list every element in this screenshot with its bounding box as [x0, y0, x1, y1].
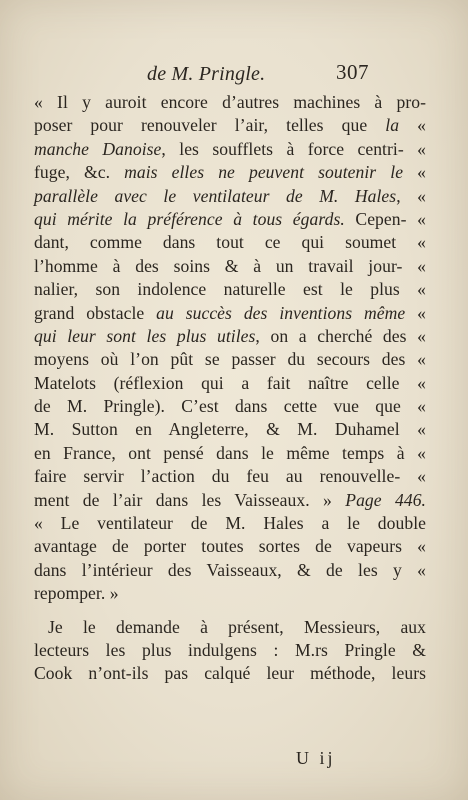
- text-line: parallèle avec le ventilateur de M. Hales, «: [34, 185, 426, 206]
- text-line: M. Sutton en Angleterre, & M. Duhamel «: [34, 419, 426, 440]
- running-head: de M. Pringle.: [147, 63, 266, 85]
- text-line: poser pour renouveler l’air, telles que la «: [34, 115, 427, 136]
- text-line: qui leur sont les plus utiles, on a cherché des «: [34, 325, 426, 346]
- text-line: « Le ventilateur de M. Hales a le double: [34, 513, 426, 534]
- text-line: l’homme à des soins & à un travail jour- «: [34, 255, 426, 276]
- text-line: repomper. »: [34, 583, 119, 604]
- paragraph-break: [34, 606, 426, 616]
- text-line: « Il y auroit encore d’autres machines à pro-: [34, 92, 426, 112]
- text-line: Matelots (réflexion qui a fait naître celle «: [34, 372, 426, 393]
- page-number: 307: [336, 60, 369, 84]
- text-line: avantage de porter toutes sortes de vapeurs «: [34, 536, 426, 557]
- page-header: [0, 57, 468, 87]
- text-line: Cook n’ont-ils pas calqué leur méthode, leurs: [34, 663, 426, 684]
- text-line: en France, ont pensé dans le même temps à «: [34, 442, 426, 463]
- text-line: qui mérite la préférence à tous égards. Cepen- «: [34, 208, 426, 229]
- text-line: moyens où l’on pût se passer du secours des «: [34, 349, 426, 370]
- body-text: [34, 91, 426, 686]
- text-line: faire servir l’action du feu au renouvelle- «: [34, 466, 426, 487]
- text-line: ment de l’air dans les Vaisseaux. » Page 446.: [34, 489, 426, 510]
- text-line: Je le demande à présent, Messieurs, aux: [48, 616, 426, 637]
- signature-mark: U ij: [296, 748, 336, 768]
- text-line: fuge, &c. mais elles ne peuvent soutenir le «: [34, 162, 426, 183]
- text-line: nalier, son indolence naturelle est le plus «: [34, 279, 426, 300]
- text-line: grand obstacle au succès des inventions même «: [34, 302, 427, 323]
- text-line: dans l’intérieur des Vaisseaux, & de les y «: [34, 559, 426, 580]
- text-line: manche Danoise, les soufflets à force centri- «: [34, 138, 426, 159]
- text-line: dant, comme dans tout ce qui soumet «: [34, 232, 426, 253]
- text-line: de M. Pringle). C’est dans cette vue que «: [34, 396, 426, 417]
- text-line: lecteurs les plus indulgens : M.rs Pringle &: [34, 639, 426, 660]
